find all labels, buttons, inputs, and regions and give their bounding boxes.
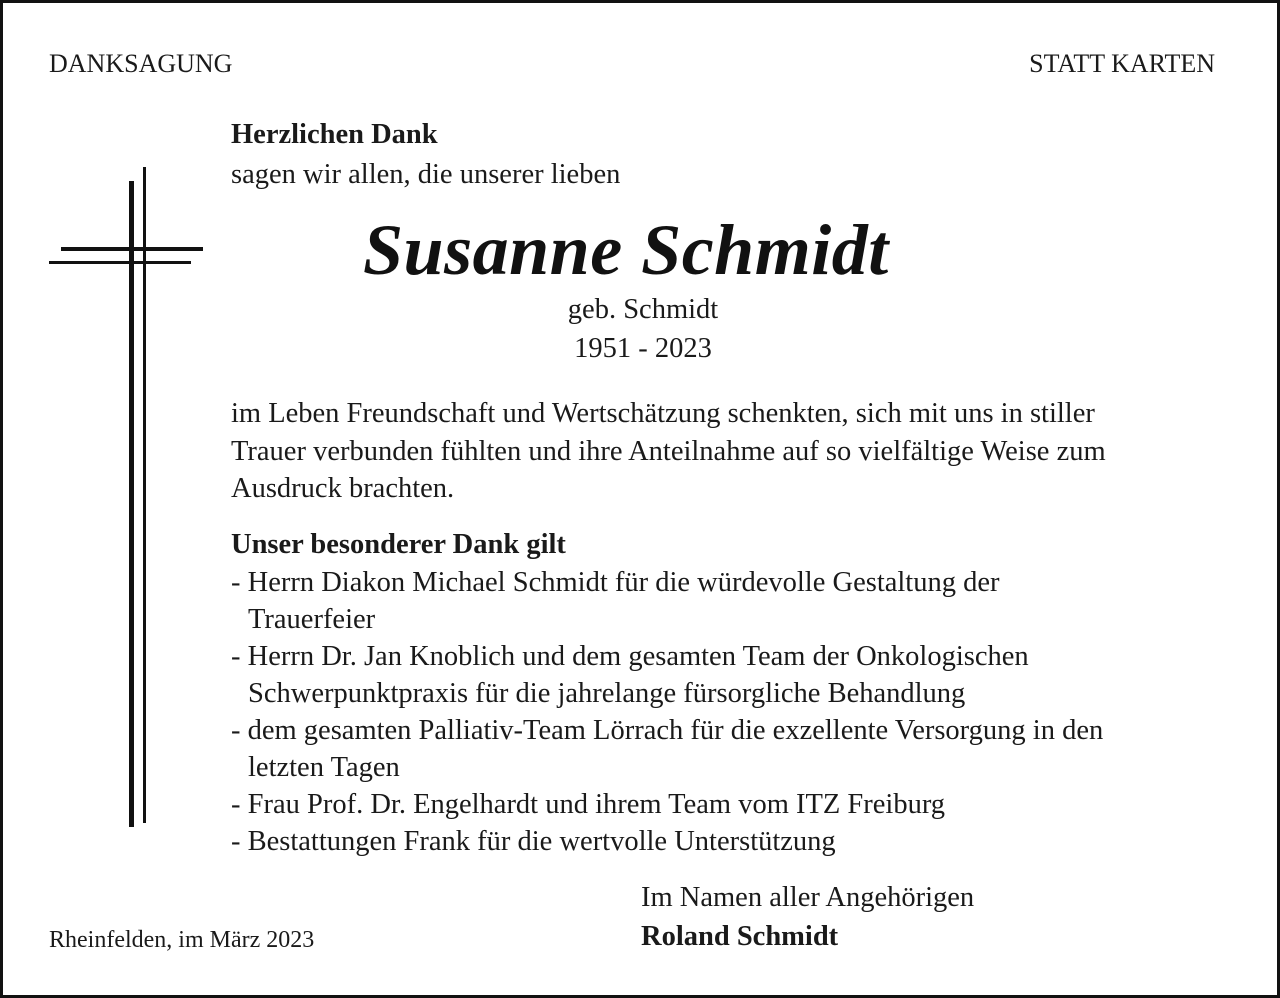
cross-icon bbox=[47, 167, 207, 829]
paragraph-line: im Leben Freundschaft und Wertschätzung schenkten, sich mit uns in stiller bbox=[231, 398, 1095, 429]
thanks-item-line: Schwerpunktpraxis für die jahrelange fürsorgliche Behandlung bbox=[248, 678, 966, 709]
header-label-left: DANKSAGUNG bbox=[49, 49, 233, 78]
paragraph-line: Ausdruck brachten. bbox=[231, 473, 455, 504]
thanks-item-line: - dem gesamten Palliativ-Team Lörrach für die exzellente Versorgung in den bbox=[231, 715, 1104, 746]
thanks-item-line: - Herrn Diakon Michael Schmidt für die würdevolle Gestaltung der bbox=[231, 567, 1000, 598]
gratitude-paragraph bbox=[231, 395, 1231, 508]
intro-line: sagen wir allen, die unserer lieben bbox=[231, 159, 621, 190]
thanks-item-line: Trauerfeier bbox=[248, 604, 376, 635]
thanks-item-line: - Herrn Dr. Jan Knoblich und dem gesamten Team der Onkologischen bbox=[231, 641, 1029, 672]
thanks-item bbox=[231, 638, 1029, 712]
thanks-item bbox=[231, 786, 945, 823]
intro-heading: Herzlichen Dank bbox=[231, 119, 438, 150]
life-years: 1951 - 2023 bbox=[574, 333, 712, 364]
thanks-item bbox=[231, 823, 836, 860]
thanks-item-line: letzten Tagen bbox=[248, 752, 400, 783]
thanks-item-line: - Frau Prof. Dr. Engelhardt und ihrem Team vom ITZ Freiburg bbox=[231, 789, 946, 820]
thanks-item-line: - Bestattungen Frank für die wertvolle Unterstützung bbox=[231, 826, 836, 857]
header-label-right: STATT KARTEN bbox=[1029, 49, 1215, 78]
thanks-item bbox=[231, 712, 1103, 786]
signer-name: Roland Schmidt bbox=[641, 921, 839, 952]
place-date: Rheinfelden, im März 2023 bbox=[49, 927, 315, 953]
birth-name: geb. Schmidt bbox=[567, 294, 719, 325]
thanks-heading: Unser besonderer Dank gilt bbox=[231, 529, 566, 560]
on-behalf-line: Im Namen aller Angehörigen bbox=[641, 882, 975, 913]
thanks-item bbox=[231, 564, 999, 638]
paragraph-line: Trauer verbunden fühlten und ihre Anteilnahme auf so vielfältige Weise zum bbox=[231, 435, 1106, 467]
deceased-name: Susanne Schmidt bbox=[363, 210, 889, 290]
